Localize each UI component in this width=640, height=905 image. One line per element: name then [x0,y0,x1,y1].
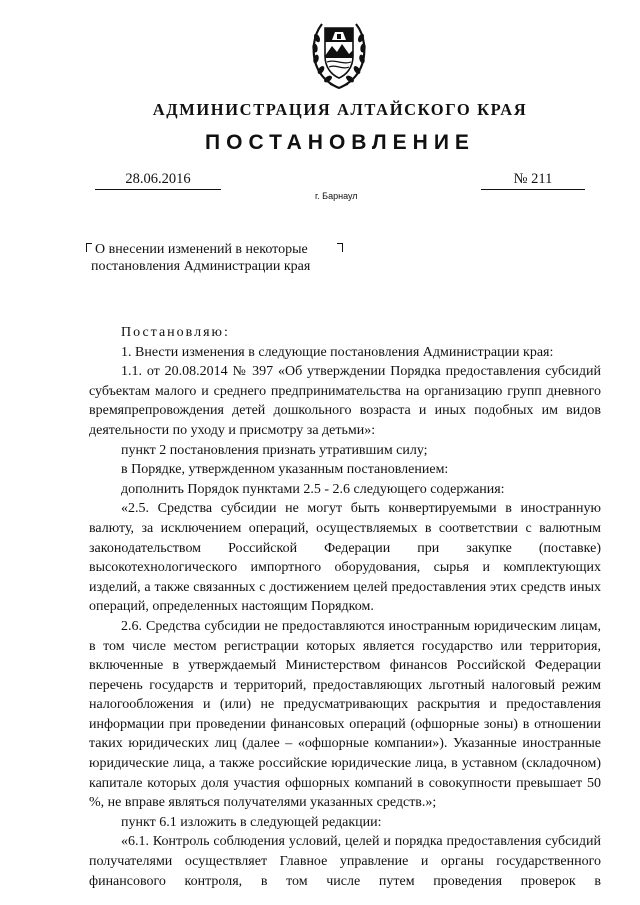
organization-name: АДМИНИСТРАЦИЯ АЛТАЙСКОГО КРАЯ [152,100,528,119]
subject-line: постановления Администрации края [91,259,311,274]
subject-line: О внесении изменений в некоторые [95,242,308,257]
document-number: № 211 [481,171,585,190]
document-subject [91,241,361,275]
paragraph: пункт 6.1 изложить в следующей редакции: [121,814,382,830]
altai-krai-coat-of-arms-icon [308,14,370,92]
paragraph-preamble: Постановляю: [121,325,230,340]
document-type: ПОСТАНОВЛЕНИЕ [205,131,475,154]
paragraph: пункт 2 постановления признать утратившим силу; [121,442,428,458]
document-date: 28.06.2016 [95,171,221,190]
paragraph: «6.1. Контроль соблюдения условий, целей и порядка предоставления субсидий получателями осуществляет Главное управление и органы государственного финансового контроля, в том числе путем проведения проверок в [89,834,601,889]
paragraph: дополнить Порядок пунктами 2.5 - 2.6 следующего содержания: [121,481,505,497]
paragraph: 1.1. от 20.08.2014 № 397 «Об утверждении Порядка предоставления субсидий субъектам малого и среднего предпринимательства на организацию групп дневного времяпрепровождения детей дошкольного возраста и иных подобных им видов деятельности по уходу и присмотру за детьми»: [89,364,601,438]
document-body [89,323,601,891]
paragraph: 1. Внести изменения в следующие постановления Администрации края: [121,344,554,360]
paragraph: «2.5. Средства субсидии не могут быть конвертируемыми в иностранную валюту, за исключением операций, осуществляемых в соответствии с валютным законодательством Российской Федерации при закупке (поставке) высокотехнологического импортного оборудования, сырья и комплектующих изделий, а также связанных с достижением целей предоставления этих средств иных операций, определенных настоящим Порядком. [89,501,601,615]
document-city: г. Барнаул [315,191,358,201]
paragraph: в Порядке, утвержденном указанным постановлением: [121,462,449,478]
paragraph: 2.6. Средства субсидии не предоставляются иностранным юридическим лицам, в том числе местом регистрации которых является государство или территория, включенные в утверждаемый Министерством финансов Российской Федерации перечень государств и территорий, предоставляющих льготный налоговый режим налогообложения и (или) не предусматривающих раскрытия и предоставления информации при проведении финансовых операций (офшорные зоны) в отношении таких юридических лиц (далее – «офшорные компании»). Указанные иностранные юридические лица, а также российские юридические лица, в уставном (складочном) капитале которых доля участия офшорных компаний в совокупности превышает 50 %, не вправе являться получателями указанных средств.»; [89,618,601,811]
